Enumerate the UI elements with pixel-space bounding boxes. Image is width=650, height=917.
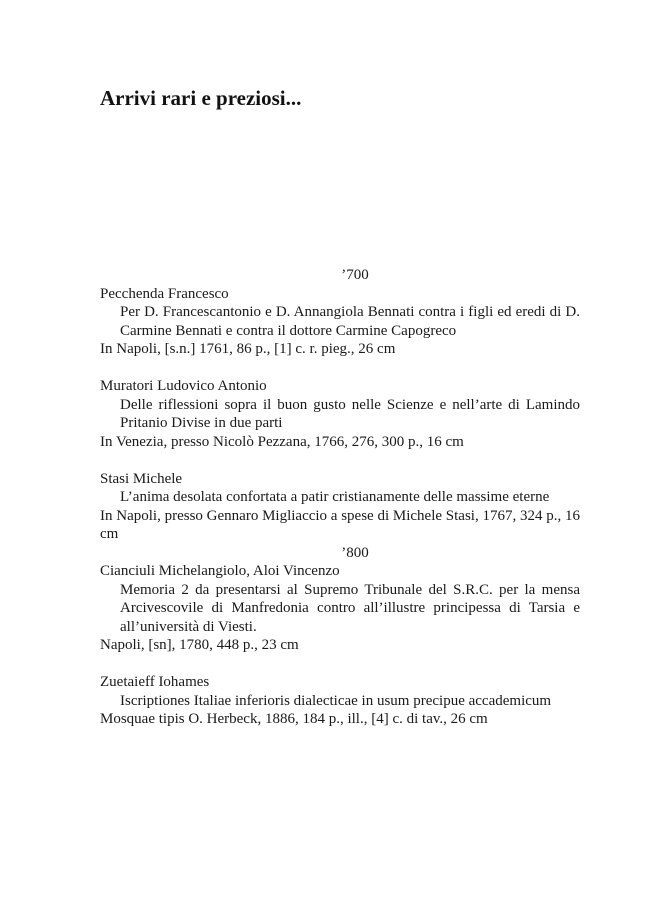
entry-title: Iscriptiones Italiae inferioris dialecticae in usum precipue accademicum [120, 692, 552, 709]
entry-author: Muratori Ludovico Antonio [100, 378, 267, 394]
catalog-entry [100, 470, 580, 544]
entry-imprint: In Venezia, presso Nicolò Pezzana, 1766, 276, 300 p., 16 cm [100, 433, 464, 450]
section-heading: ’700 [341, 267, 369, 283]
section-heading: ’800 [341, 544, 369, 561]
entry-author: Cianciuli Michelangiolo, Aloi Vincenzo [100, 563, 340, 579]
entry-title: L’anima desolata confortata a patir cristianamente delle massime eterne [120, 489, 550, 505]
entry-author: Pecchenda Francesco [100, 285, 229, 302]
catalog-entry [100, 562, 580, 655]
catalog-entry [100, 285, 580, 359]
catalog-entry [100, 377, 580, 451]
page-title: Arrivi rari e preziosi... [100, 86, 302, 110]
entry-title: Memoria 2 da presentarsi al Supremo Tribunale del S.R.C. per la mensa Arcivescovile di Manfredonia contro all’illustre principessa di Tarsia e all’università di Viesti. [120, 581, 580, 635]
catalog-content [100, 266, 580, 729]
entry-title: Delle riflessioni sopra il buon gusto nelle Scienze e nell’arte di Lamindo Pritanio Divise in due parti [120, 396, 580, 431]
entry-imprint: In Napoli, presso Gennaro Migliaccio a spese di Michele Stasi, 1767, 324 p., 16 cm [100, 507, 580, 542]
section-700 [100, 266, 580, 544]
catalog-entry [100, 673, 580, 729]
entry-author: Zuetaieff Iohames [100, 674, 210, 690]
entry-imprint: In Napoli, [s.n.] 1761, 86 p., [1] c. r. pieg., 26 cm [100, 341, 396, 357]
entry-imprint: Napoli, [sn], 1780, 448 p., 23 cm [100, 637, 299, 653]
entry-title: Per D. Francescantonio e D. Annangiola Bennati contra i figli ed eredi di D. Carmine Bennati e contra il dottore Carmine Capogreco [120, 304, 580, 339]
section-800 [100, 544, 580, 729]
entry-imprint: Mosquae tipis O. Herbeck, 1886, 184 p., ill., [4] c. di tav., 26 cm [100, 711, 488, 727]
entry-author: Stasi Michele [100, 470, 183, 487]
